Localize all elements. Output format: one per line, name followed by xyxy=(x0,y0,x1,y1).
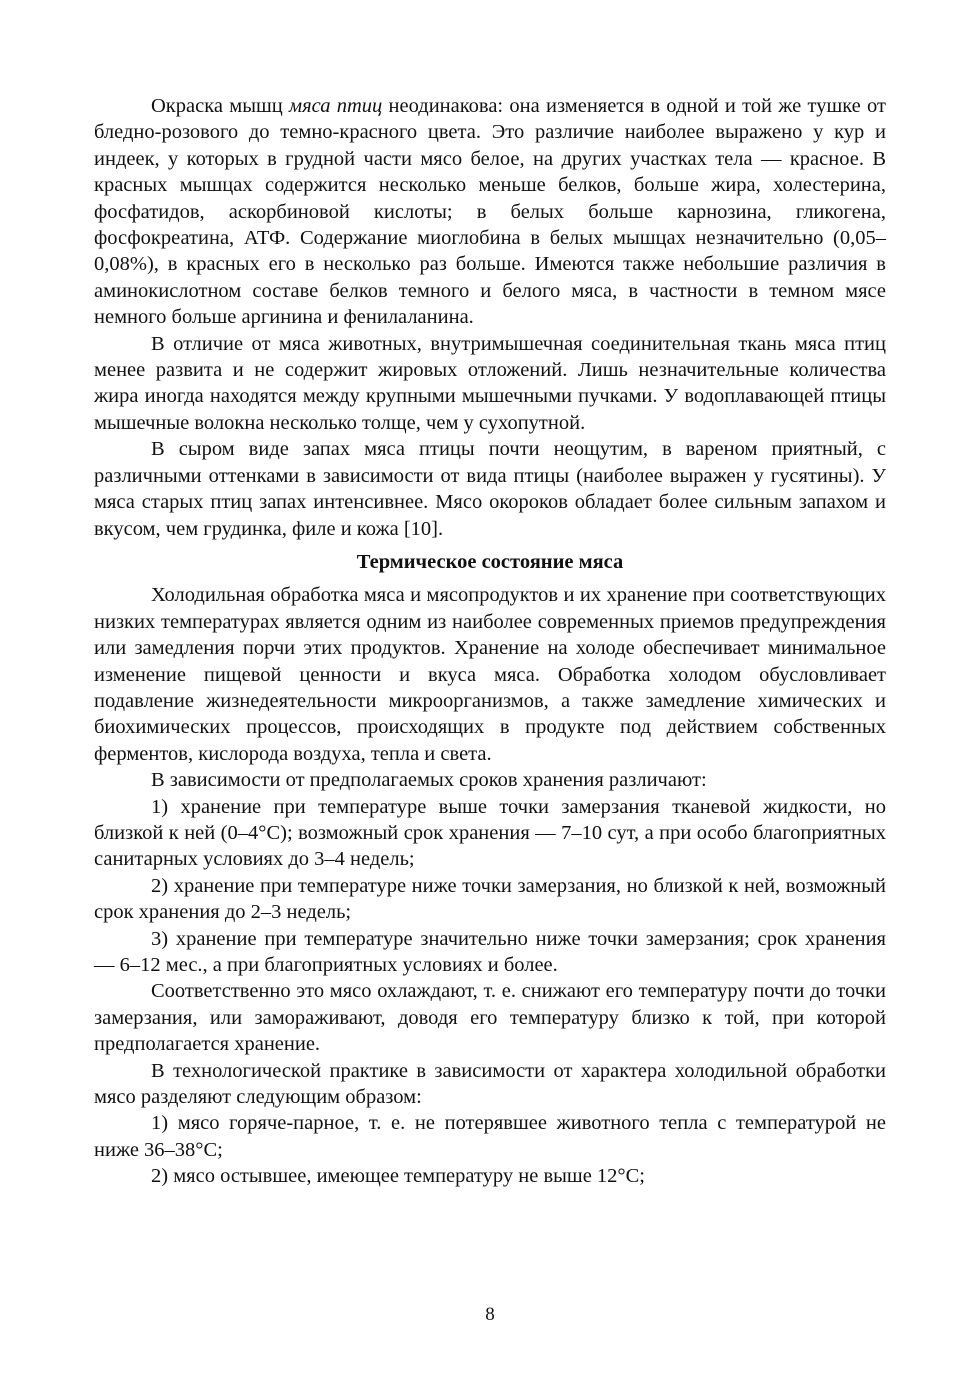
section-heading: Термическое состояние мяса xyxy=(356,550,624,573)
paragraph-poultry-color-start: Окраска мышц xyxy=(151,95,290,117)
paragraph-storage-intro: В зависимости от предполагаемых сроков хранения различают: xyxy=(151,769,707,792)
paragraph-poultry-color-rest: неодинакова: она изменяется в одной и той же тушке от бледно-розового до темно-красного цвета. Это различие наиболее выражено у кур и индеек, у которых в грудной части мясо белое, на других участках тела — красное. В красных мышцах содержится несколько меньше белков, больше жира, холестерина, фосфатидов, аскорбиновой кислоты; в белых больше карнозина, гликогена, фосфокреатина, АТФ. Содержание миоглобина в белых мышцах незначительно (0,05–0,08%), в красных его в несколько раз больше. Имеются также небольшие различия в аминокислотном составе белков темного и белого мяса, в частности в темном мясе немного больше аргинина и фенилаланина. xyxy=(94,95,886,329)
list-item-storage-3: 3) хранение при температуре значительно ниже точки замерзания; срок хранения — 6–12 мес., а при благоприятных условиях и более. xyxy=(94,927,886,976)
paragraph-smell: В сыром виде запах мяса птицы почти неощутим, в вареном приятный, с различными оттенками в зависимости от вида птицы (наиболее выражен у гусятины). У мяса старых птиц запах интенсивнее. Мясо окороков обладает более сильным запахом и вкусом, чем грудинка, филе и кожа [10]. xyxy=(94,438,886,540)
list-item-storage-2: 2) хранение при температуре ниже точки замерзания, но близкой к ней, возможный срок хранения до 2–3 недель; xyxy=(94,874,886,924)
list-item-meat-1: 1) мясо горяче-парное, т. е. не потерявшее животного тепла с температурой не ниже 36–38°С; xyxy=(94,1112,886,1161)
list-item-storage-1: 1) хранение при температуре выше точки замерзания тканевой жидкости, но близкой к ней (0–4°С); возможный срок хранения — 7–10 сут, а при особо благоприятных санитарных условиях до 3–4 недель; xyxy=(94,795,886,871)
italic-term-poultry-meat: мяса птиц xyxy=(289,95,383,117)
page-number: 8 xyxy=(485,1304,495,1325)
paragraph-cooling-freezing: Соответственно это мясо охлаждают, т. е. снижают его температуру почти до точки замерзания, или замораживают, доводя его температуру близко к той, при которой предполагается хранение. xyxy=(94,980,886,1056)
paragraph-poultry-color xyxy=(94,93,886,331)
page-body xyxy=(94,93,886,1190)
paragraph-connective-tissue: В отличие от мяса животных, внутримышечная соединительная ткань мяса птиц менее развита и не содержит жировых отложений. Лишь незначительные количества жира иногда находятся между крупными мышечными пучками. У водоплавающей птицы мышечные волокна несколько толще, чем у сухопутной. xyxy=(94,332,886,434)
list-item-meat-2: 2) мясо остывшее, имеющее температуру не выше 12°С; xyxy=(151,1165,645,1188)
paragraph-classification-intro: В технологической практике в зависимости от характера холодильной обработки мясо разделяют следующим образом: xyxy=(94,1059,886,1109)
paragraph-cold-processing: Холодильная обработка мяса и мясопродуктов и их хранение при соответствующих низких температурах является одним из наиболее современных приемов предупреждения или замедления порчи этих продуктов. Хранение на холоде обеспечивает минимальное изменение пищевой ценности и вкуса мяса. Обработка холодом обусловливает подавление жизнедеятельности микроорганизмов, а также замедление химических и биохимических процессов, происходящих в продукте под действием собственных ферментов, кислорода воздуха, тепла и света. xyxy=(94,584,886,765)
